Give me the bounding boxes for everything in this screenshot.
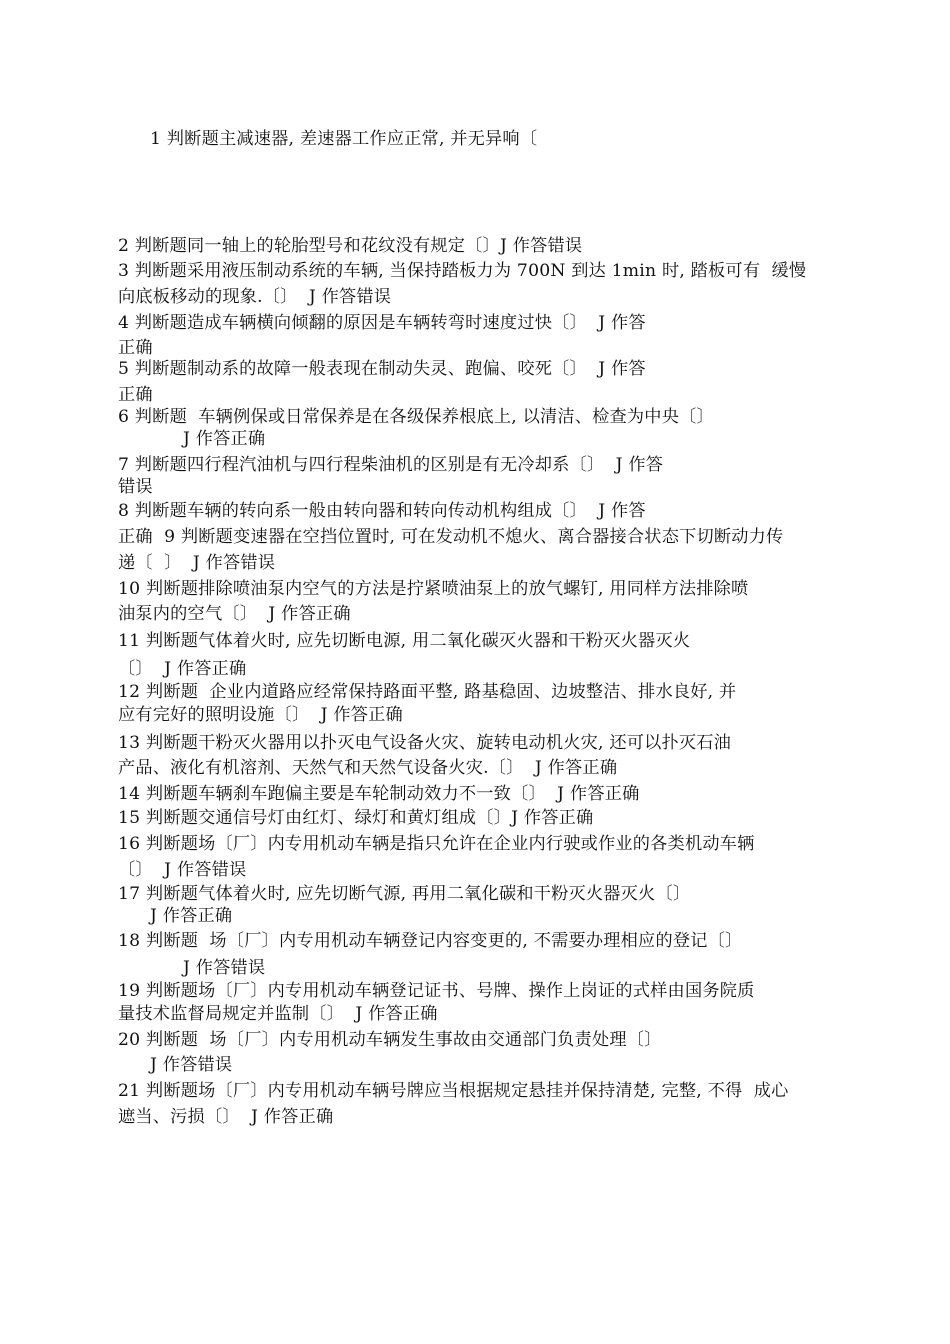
text-line: 油泵内的空气〔〕 J 作答正确: [118, 604, 351, 624]
text-line: 1 判断题主减速器, 差速器工作应正常, 并无异响〔: [150, 129, 538, 149]
text-line: 向底板移动的现象.〔〕 J 作答错误: [118, 287, 392, 307]
text-line: 正确 9 判断题变速器在空挡位置时, 可在发动机不熄火、离合器接合状态下切断动力传: [118, 527, 784, 547]
text-line: 13 判断题干粉灭火器用以扑灭电气设备火灾、旋转电动机火灾, 还可以扑灭石油: [118, 733, 732, 753]
text-line: 18 判断题 场〔厂〕内专用机动车辆登记内容变更的, 不需要办理相应的登记〔〕: [118, 931, 743, 951]
text-line: 8 判断题车辆的转向系一般由转向器和转向传动机构组成〔〕 J 作答: [118, 501, 646, 521]
text-line: 4 判断题造成车辆横向倾翻的原因是车辆转弯时速度过快〔〕 J 作答: [118, 313, 646, 333]
text-line: 〔〕 J 作答正确: [118, 659, 247, 679]
text-line: 21 判断题场〔厂〕内专用机动车辆号牌应当根据规定悬挂并保持清楚, 完整, 不得 成心: [118, 1081, 789, 1101]
text-line: J 作答错误: [183, 958, 266, 978]
text-line: 5 判断题制动系的故障一般表现在制动失灵、跑偏、咬死〔〕 J 作答: [118, 359, 646, 379]
text-line: 19 判断题场〔厂〕内专用机动车辆登记证书、号牌、操作上岗证的式样由国务院质: [118, 981, 755, 1001]
text-line: 6 判断题 车辆例保或日常保养是在各级保养根底上, 以清洁、检查为中央〔〕: [118, 407, 714, 427]
text-line: 产品、液化有机溶剂、天然气和天然气设备火灾.〔〕 J 作答正确: [118, 758, 618, 778]
text-line: 16 判断题场〔厂〕内专用机动车辆是指只允许在企业内行驶或作业的各类机动车辆: [118, 834, 755, 854]
text-line: 14 判断题车辆刹车跑偏主要是车轮制动效力不一致〔〕 J 作答正确: [118, 784, 640, 804]
text-line: 正确: [118, 385, 153, 405]
text-line: 11 判断题气体着火时, 应先切断电源, 用二氧化碳灭火器和干粉灭火器灭火: [118, 631, 691, 651]
text-line: 〔〕 J 作答错误: [118, 860, 247, 880]
text-line: 3 判断题采用液压制动系统的车辆, 当保持踏板力为 700N 到达 1min 时, 踏板可有 缓慢: [118, 261, 807, 281]
text-line: 递〔 〕 J 作答错误: [118, 553, 276, 573]
text-line: J 作答正确: [150, 906, 233, 926]
text-line: 20 判断题 场〔厂〕内专用机动车辆发生事故由交通部门负责处理〔〕: [118, 1030, 662, 1050]
text-line: 15 判断题交通信号灯由红灯、绿灯和黄灯组成〔〕J 作答正确: [118, 808, 594, 828]
text-line: 7 判断题四行程汽油机与四行程柴油机的区别是有无冷却系〔〕 J 作答: [118, 455, 664, 475]
text-line: 量技术监督局规定并监制〔〕 J 作答正确: [118, 1004, 438, 1024]
text-line: 2 判断题同一轴上的轮胎型号和花纹没有规定〔〕J 作答错误: [118, 236, 583, 256]
text-line: J 作答错误: [150, 1055, 233, 1075]
text-line: 12 判断题 企业内道路应经常保持路面平整, 路基稳固、边坡整洁、排水良好, 并: [118, 682, 737, 702]
text-line: 正确: [118, 338, 153, 358]
text-line: 10 判断题排除喷油泵内空气的方法是拧紧喷油泵上的放气螺钉, 用同样方法排除喷: [118, 579, 749, 599]
text-line: J 作答正确: [183, 429, 266, 449]
text-line: 17 判断题气体着火时, 应先切断气源, 再用二氧化碳和干粉灭火器灭火〔〕: [118, 884, 691, 904]
text-line: 遮当、污损〔〕 J 作答正确: [118, 1107, 334, 1127]
text-line: 应有完好的照明设施〔〕 J 作答正确: [118, 705, 403, 725]
text-line: 错误: [118, 477, 153, 497]
